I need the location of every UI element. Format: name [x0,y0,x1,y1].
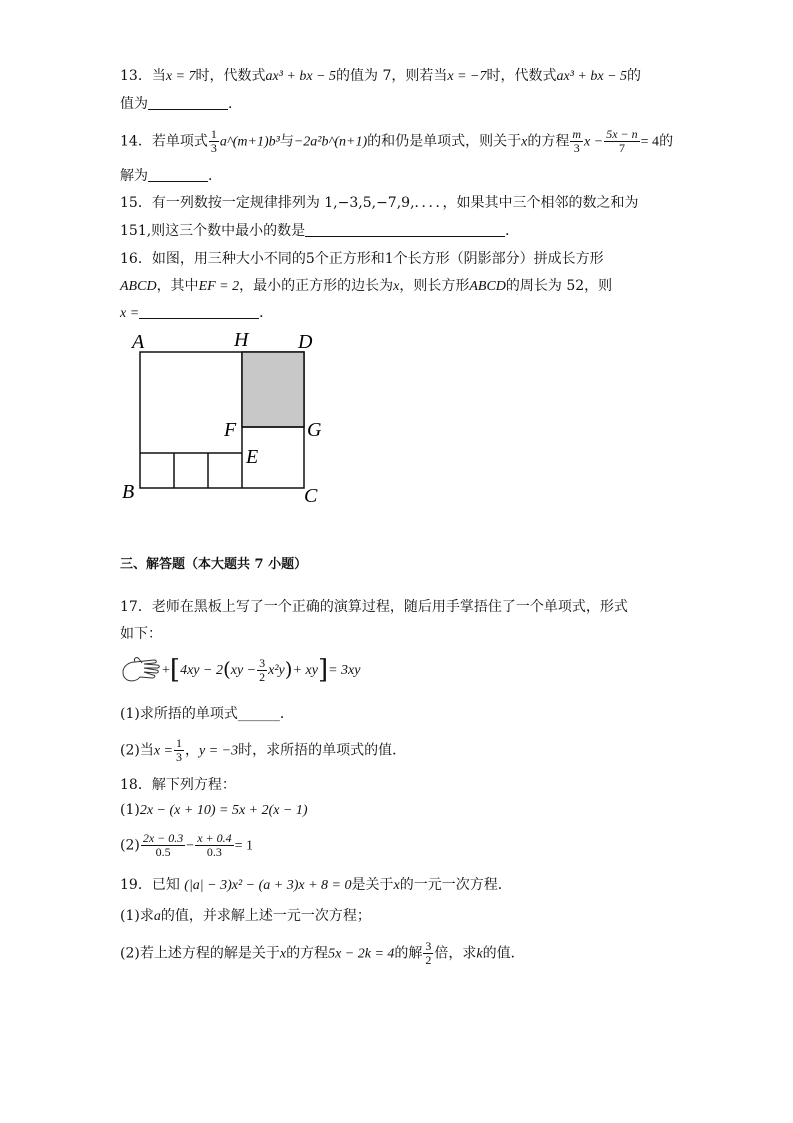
q19-fraction: $\frac{3}{2}$ [425,939,432,967]
q16-line3: x = ． [120,305,274,321]
label-B: B [122,481,135,503]
q13-line2: 值为 ． [120,96,242,112]
q15-number: 15． [120,195,152,211]
q13-answer-blank[interactable] [148,95,228,110]
q15-answer-blank[interactable] [305,222,505,237]
q17-p2-fraction: $\frac{1}{3}$ [176,736,183,764]
q13-number: 13． [120,68,152,84]
q19-line1: 19．已知 (|a| − 3)x² − (a + 3)x + 8 = 0是关于x的一元一次方程． [120,877,512,893]
q14-line1: 14．若单项式 $\frac{1}{3}$ a^(m+1)b³与−2a²b^(n+1)的和仍是单项式，则关于x的方程 $\frac{m}{3}$ x − $\frac{5x - n}{7}$ = 4的 [120,127,674,155]
q18-fraction-1: $\frac{2x - 0.3}{0.5}$ [142,831,184,859]
q18-title: 18．解下列方程： [120,777,236,793]
q17-fraction: $\frac{3}{2}$ [259,655,266,684]
label-C: C [304,485,318,506]
hand-icon [120,653,162,687]
left-paren: ( [222,657,231,681]
q16-figure [112,326,332,506]
q16-line2: ABCD，其中EF = 2，最小的正方形的边长为x，则长方形ABCD的周长为 52，则 [120,278,613,294]
label-F: F [224,419,237,441]
q14-m-fraction: $\frac{m}{3}$ [572,127,582,155]
q18-part2: (2) $\frac{2x - 0.3}{0.5}$ − $\frac{x + 0.4}{0.3}$ = 1 [120,831,254,859]
q14-line2: 解为 ． [120,168,222,184]
label-G: G [307,419,322,441]
figure-shaded-rectangle [242,352,304,427]
q17-line1: 17．老师在黑板上写了一个正确的演算过程，随后用手掌捂住了一个单项式，形式 [120,599,628,615]
q14-answer-blank[interactable] [148,167,208,182]
left-bracket: [ [169,655,181,685]
q17-number: 17． [120,599,152,615]
q19-number: 19． [120,877,152,893]
q15-line2: 151,则这三个数中最小的数是 ． [120,223,520,239]
q19-part1: (1)求a的值，并求解上述一元一次方程； [120,908,371,924]
q17-expression: +[4xy − 2(xy − $\frac{3}{2}$ x²y)+ xy]= 3xy [120,653,360,693]
section-3-title: 三、解答题（本大题共 7 小题） [120,557,308,572]
right-paren: ) [284,657,293,681]
q17-line2: 如下： [120,626,162,642]
label-H: H [234,329,249,351]
q14-coef-fraction: $\frac{1}{3}$ [210,127,217,155]
q13-line1: 13．当x = 7时，代数式ax³ + bx − 5的值为 7，则若当x = −7时，代数式ax³ + bx − 5的 [120,68,642,84]
right-bracket: ] [317,655,329,685]
q18-fraction-2: $\frac{x + 0.4}{0.3}$ [197,831,232,859]
q17-part2: (2)当x = $\frac{1}{3}$ ，y = −3时，求所捂的单项式的值． [120,736,407,764]
q18-part1: (1)2x − (x + 10) = 5x + 2(x − 1) [120,802,308,818]
q14-eq-fraction: $\frac{5x - n}{7}$ [606,127,638,155]
label-A: A [132,331,145,353]
q19-part2: (2)若上述方程的解是关于x的方程5x − 2k = 4的解 $\frac{3}{2}$ 倍，求k的值． [120,939,525,967]
label-D: D [298,331,313,353]
q16-line1: 16．如图，用三种大小不同的5个正方形和1个长方形（阴影部分）拼成长方形 [120,251,604,267]
q15-line1: 15．有一列数按一定规律排列为 1,−3,5,−7,9,．．．．，如果其中三个相邻的数之和为 [120,195,639,211]
q16-answer-blank[interactable] [139,304,259,319]
label-E: E [246,446,259,468]
q16-number: 16． [120,251,152,267]
q18-number: 18． [120,777,152,793]
q17-part1: (1)求所捂的单项式______． [120,706,294,722]
q14-number: 14． [120,133,152,150]
